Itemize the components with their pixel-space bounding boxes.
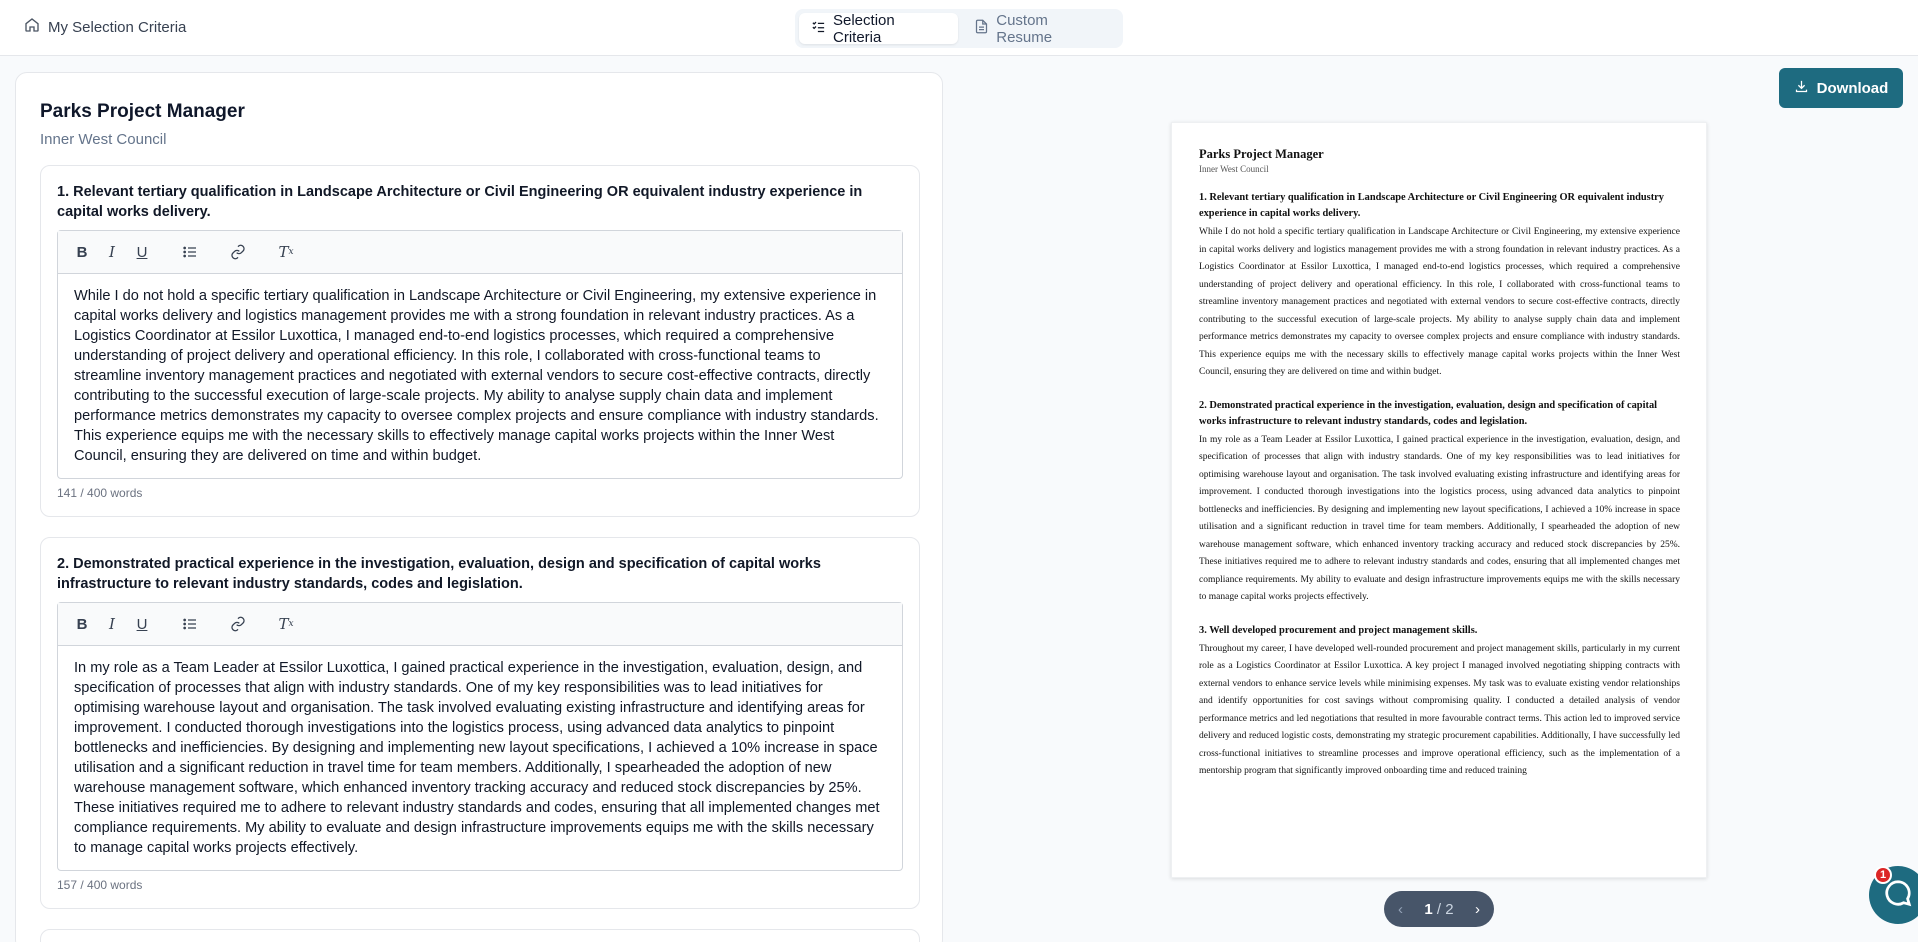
criteria-panel [15, 72, 943, 942]
bullet-list-icon[interactable] [178, 240, 202, 264]
editor-toolbar [58, 603, 902, 646]
current-page: 1 [1424, 900, 1433, 918]
word-count: 157 / 400 words [57, 878, 143, 892]
job-title: Parks Project Manager [40, 101, 245, 122]
home-link[interactable] [24, 17, 186, 37]
chevron-left-icon[interactable]: ‹ [1398, 900, 1403, 918]
preview-question: 1. Relevant tertiary qualification in Landscape Architecture or Civil Engineering OR equivalent industry experience in capital works delivery. [1199, 192, 1664, 219]
home-link-label: My Selection Criteria [48, 18, 187, 36]
criterion-card [40, 537, 920, 909]
preview-answer: While I do not hold a specific tertiary qualification in Landscape Architecture or Civil Engineering, my extensive experience in capital works delivery and logistics management provides me with a strong foundation in relevant industry practices. As a Logistics Coordinator at Essilor Luxottica, I managed end-to-end logistics processes, which required a comprehensive understanding of project delivery and operational efficiency. In this role, I collaborated with cross-functional teams to streamline inventory management practices and negotiated with external vendors to secure cost-effective contracts, directly contributing to the successful execution of large-scale projects. My ability to analyse supply chain data and implement performance metrics demonstrates my capacity to oversee complex projects and ensure compliance with industry standards. This experience equips me with the necessary skills to effectively manage capital works projects within the Inner West Council, ensuring they are delivered on time and within budget. [1199, 227, 1680, 377]
preview-question: 3. Well developed procurement and project management skills. [1199, 624, 1478, 636]
editor-toolbar [58, 231, 902, 274]
answer-editor[interactable] [57, 602, 903, 871]
criterion-question: 2. Demonstrated practical experience in the investigation, evaluation, design and specification of capital works infrastructure to relevant industry standards, codes and legislation. [57, 556, 821, 592]
preview-answer: Throughout my career, I have developed well-rounded procurement and project management skills, particularly in my current role as a Logistics Coordinator at Essilor Luxottica. A key project I managed involved negotiating shipping contracts with external vendors to enhance service levels while minimising expenses. My task was to evaluate existing vendor relationships and identify opportunities for cost savings without compromising quality. I conducted a detailed analysis of vendor performance metrics and led negotiations that resulted in more favourable contract terms. This action led to improved service delivery and reduced logistic costs, demonstrating my strategic procurement capabilities. Additionally, I have successfully led cross-functional initiatives to streamline processes and improve operational efficiency, such as the implementation of a mentorship program that significantly improved onboarding time and reduced training [1199, 643, 1680, 776]
bold-icon[interactable]: B [76, 243, 88, 261]
link-icon[interactable] [226, 612, 250, 636]
italic-icon[interactable]: I [109, 615, 115, 633]
download-icon [1794, 79, 1809, 98]
answer-text[interactable]: While I do not hold a specific tertiary qualification in Landscape Architecture or Civil Engineering, my extensive experience in capital works delivery and logistics management provides me with a strong foundation in relevant industry practices. As a Logistics Coordinator at Essilor Luxottica, I managed end-to-end logistics processes, which required a comprehensive understanding of project delivery and operational efficiency. In this role, I collaborated with cross-functional teams to streamline inventory management practices and negotiated with external vendors to secure cost-effective contracts, directly contributing to the successful execution of large-scale projects. My ability to analyse supply chain data and implement performance metrics demonstrates my capacity to oversee complex projects and ensure compliance with industry standards. This experience equips me with the necessary skills to effectively manage capital works projects within the Inner West Council, ensuring they are delivered on time and within budget. [74, 288, 879, 464]
download-label: Download [1816, 79, 1889, 97]
tab-selection-criteria[interactable] [799, 13, 958, 44]
bold-icon[interactable]: B [76, 615, 88, 633]
clear-format-icon[interactable]: T x [278, 615, 294, 633]
word-count: 141 / 400 words [57, 486, 143, 500]
page-navigator [1384, 891, 1494, 927]
italic-icon[interactable]: I [109, 243, 115, 261]
document-icon [974, 19, 989, 38]
link-icon[interactable] [226, 240, 250, 264]
top-bar [0, 0, 1918, 56]
bullet-list-icon[interactable] [178, 612, 202, 636]
tab-custom-resume[interactable] [962, 13, 1119, 44]
tab-label: Custom Resume [996, 11, 1053, 46]
checklist-icon [811, 19, 826, 38]
download-button[interactable] [1779, 68, 1903, 108]
total-pages: / 2 [1436, 900, 1454, 918]
underline-icon[interactable]: U [136, 243, 148, 261]
preview-organization: Inner West Council [1199, 164, 1269, 174]
preview-answer: In my role as a Team Leader at Essilor Luxottica, I gained practical experience in the investigation, evaluation, design, and specification of processes that align with industry standards. One of my key responsibilities was to lead initiatives for optimising warehouse layout and organisation. The task involved evaluating existing infrastructure and identifying areas for improvement. I conducted thorough investigations into the logistics process, using advanced data analytics to pinpoint bottlenecks and inefficiencies. By designing and implementing new layout specifications, I achieved a 10% increase in space utilisation and a significant reduction in travel time for team members. Additionally, I spearheaded the adoption of new warehouse management software, which enhanced inventory tracking accuracy and reduced stock discrepancies by 25%. These initiatives required me to adhere to relevant industry standards and codes, ensuring that all implemented changes met compliance requirements. My ability to evaluate and design infrastructure improvements equips me with the skills necessary to manage capital works projects effectively. [1199, 434, 1680, 602]
answer-text[interactable]: In my role as a Team Leader at Essilor Luxottica, I gained practical experience in the investigation, evaluation, design, and specification of processes that align with industry standards. One of my key responsibilities was to lead initiatives for optimising warehouse layout and organisation. The task involved evaluating existing infrastructure and identifying areas for improvement. I conducted thorough investigations into the logistics process, using advanced data analytics to pinpoint bottlenecks and inefficiencies. By designing and implementing new layout specifications, I achieved a 10% increase in space utilisation and a significant reduction in travel time for team members. Additionally, I spearheaded the adoption of new warehouse management software, which enhanced inventory tracking accuracy and reduced stock discrepancies by 25%. These initiatives required me to adhere to relevant industry standards and codes, ensuring that all implemented changes met compliance requirements. My ability to evaluate and design infrastructure improvements equips me with the skills necessary to manage capital works projects effectively. [74, 660, 880, 856]
clear-format-icon[interactable]: T x [278, 243, 294, 261]
preview-title: Parks Project Manager [1199, 147, 1324, 161]
criterion-card [40, 165, 920, 517]
document-preview [1171, 122, 1707, 878]
view-tabs [795, 9, 1123, 48]
answer-editor[interactable] [57, 230, 903, 479]
preview-question: 2. Demonstrated practical experience in the investigation, evaluation, design and specification of capital works infrastructure to relevant industry standards, codes and legislation. [1199, 399, 1658, 427]
criterion-card [40, 929, 920, 942]
underline-icon[interactable]: U [136, 615, 148, 633]
job-organization: Inner West Council [40, 131, 167, 148]
criterion-question: 1. Relevant tertiary qualification in Landscape Architecture or Civil Engineering OR equivalent industry experience in capital works delivery. [57, 184, 863, 220]
tab-label: Selection Criteria [833, 11, 895, 46]
home-icon [24, 17, 40, 37]
chevron-right-icon[interactable]: › [1474, 900, 1480, 918]
notification-badge: 1 [1874, 866, 1892, 884]
